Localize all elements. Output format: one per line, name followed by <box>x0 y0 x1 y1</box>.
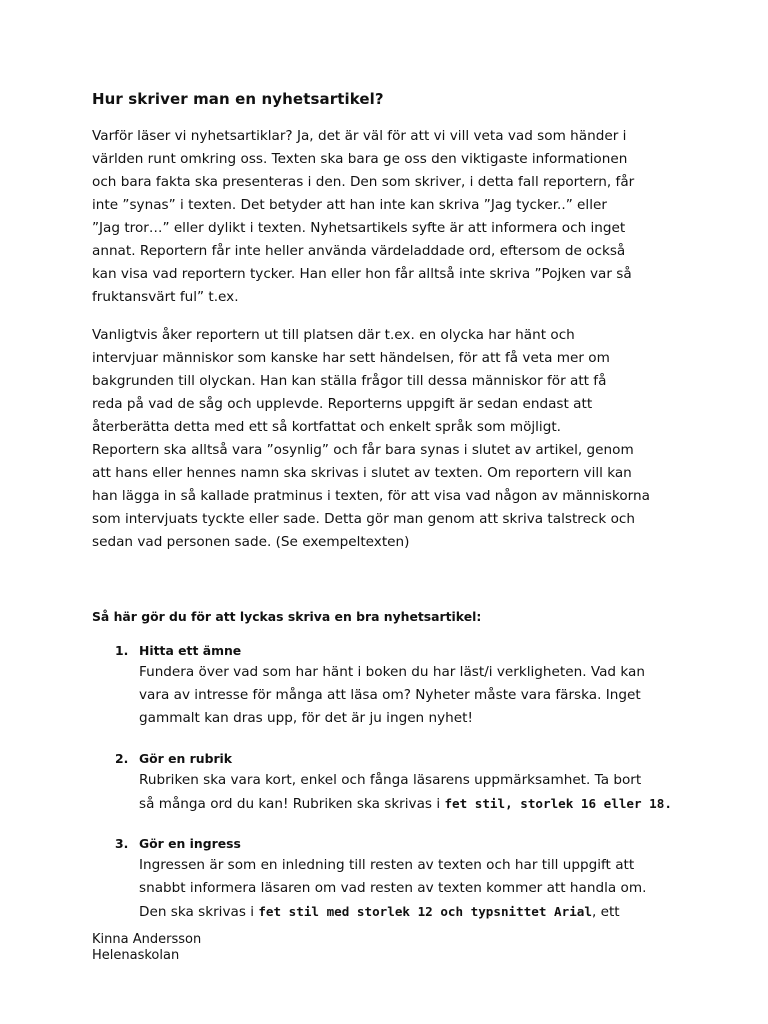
text-line: som intervjuats tyckte eller sade. Detta gör man genom att skriva talstreck och <box>92 511 636 527</box>
text-line: han lägga in så kallade pratminus i texten, för att visa vad någon av människorna <box>92 488 650 504</box>
steps-heading: Så här gör du för att lyckas skriva en bra nyhetsartikel: <box>92 609 482 624</box>
step-number: 2. <box>115 751 129 766</box>
text-line: annat. Reportern får inte heller använda värdeladdade ord, eftersom de också <box>92 243 626 259</box>
text-line: Reportern ska alltså vara ”osynlig” och får bara synas i slutet av artikel, genom <box>92 442 634 458</box>
text-line: kan visa vad reportern tycker. Han eller hon får alltså inte skriva ”Pojken var så <box>92 266 632 282</box>
text-line: världen runt omkring oss. Texten ska bara ge oss den viktigaste informationen <box>92 151 628 167</box>
bold-text: fet stil, storlek 16 eller 18. <box>444 796 672 811</box>
text-line: snabbt informera läsaren om vad resten av texten kommer att handla om. <box>139 880 647 896</box>
text-line: bakgrunden till olyckan. Han kan ställa frågor till dessa människor för att få <box>92 373 607 389</box>
text-line: fruktansvärt ful” t.ex. <box>92 289 239 305</box>
step-title: Gör en rubrik <box>139 751 233 766</box>
step-title: Gör en ingress <box>139 836 241 851</box>
text-run: , ett <box>591 904 620 920</box>
text-line: Rubriken ska vara kort, enkel och fånga läsarens uppmärksamhet. Ta bort <box>139 772 642 788</box>
step-body <box>139 769 672 816</box>
step-number: 3. <box>115 836 129 851</box>
text-line: vara av intresse för många att läsa om? Nyheter måste vara färska. Inget <box>139 687 641 703</box>
text-run: Den ska skrivas i <box>139 904 259 920</box>
text-line <box>139 792 672 816</box>
text-run: så många ord du kan! Rubriken ska skrivas i <box>139 796 445 812</box>
footer-school: Helenaskolan <box>92 948 180 963</box>
text-line: återberätta detta med ett så kortfattat och enkelt språk som möjligt. <box>92 419 561 435</box>
text-line: gammalt kan dras upp, för det är ju ingen nyhet! <box>139 710 473 726</box>
text-line: att hans eller hennes namn ska skrivas i slutet av texten. Om reportern vill kan <box>92 465 632 481</box>
step-number: 1. <box>115 643 129 658</box>
reporter-paragraph <box>92 324 692 554</box>
page-footer <box>92 932 201 964</box>
text-line: reda på vad de såg och upplevde. Reporterns uppgift är sedan endast att <box>92 396 593 412</box>
step-title: Hitta ett ämne <box>139 643 242 658</box>
text-line: intervjuar människor som kanske har sett händelsen, för att få veta mer om <box>92 350 610 366</box>
bold-text: fet stil med storlek 12 och typsnittet Arial <box>258 904 592 919</box>
text-line <box>139 900 646 924</box>
text-line: och bara fakta ska presenteras i den. Den som skriver, i detta fall reportern, får <box>92 174 635 190</box>
footer-author: Kinna Andersson <box>92 932 202 947</box>
text-line: inte ”synas” i texten. Det betyder att han inte kan skriva ”Jag tycker..” eller <box>92 197 607 213</box>
text-line: Fundera över vad som har hänt i boken du har läst/i verkligheten. Vad kan <box>139 664 645 680</box>
text-line: sedan vad personen sade. (Se exempeltexten) <box>92 534 410 550</box>
text-line: ”Jag tror…” eller dylikt i texten. Nyhetsartikels syfte är att informera och inget <box>92 220 626 236</box>
step-body <box>139 661 645 730</box>
text-line: Ingressen är som en inledning till resten av texten och har till uppgift att <box>139 857 635 873</box>
step-body <box>139 854 646 924</box>
text-line: Vanligtvis åker reportern ut till platsen där t.ex. en olycka har hänt och <box>92 327 575 343</box>
text-line: Varför läser vi nyhetsartiklar? Ja, det är väl för att vi vill veta vad som händer i <box>92 128 627 144</box>
document-title: Hur skriver man en nyhetsartikel? <box>92 90 384 108</box>
intro-paragraph <box>92 125 692 309</box>
